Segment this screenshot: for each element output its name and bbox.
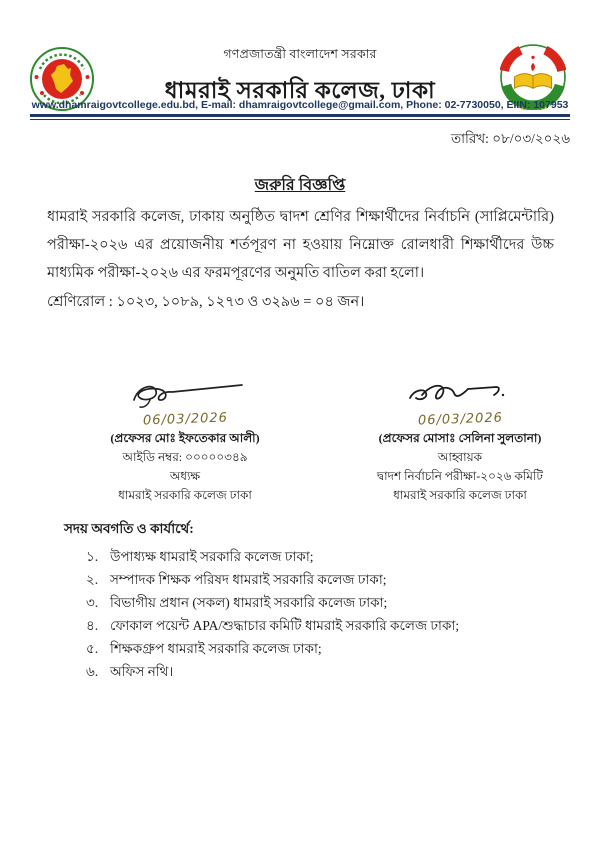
contact-line: www.dhamraigovtcollege.edu.bd, E-mail: dhamraigovtcollege@gmail.com, Phone: 02-7730050, EIIN: 107953: [31, 99, 569, 111]
convener-signature-icon: [400, 378, 520, 410]
convener-handwritten-date: 06/03/2026: [417, 410, 503, 429]
list-item-text: বিভাগীয় প্রধান (সকল) ধামরাই সরকারি কলেজ ঢাকা;: [110, 595, 388, 610]
principal-id: আইডি নম্বর: ০০০০০৩৪৯: [122, 450, 248, 464]
list-item: [86, 617, 459, 634]
list-item-number: ৬.: [86, 664, 99, 679]
convener-institution: ধামরাই সরকারি কলেজ ঢাকা: [393, 488, 527, 502]
list-item-text: ফোকাল পয়েন্ট APA/শুদ্ধাচার কমিটি ধামরাই সরকারি কলেজ ঢাকা;: [110, 618, 460, 633]
convener-designation: আহ্বায়ক: [437, 450, 483, 464]
list-item-text: অফিস নথি।: [110, 664, 174, 679]
list-item: [86, 663, 459, 680]
signature-block-convener: [342, 378, 578, 505]
list-item-number: ৪.: [86, 618, 99, 633]
list-item-text: শিক্ষকগ্রুপ ধামরাই সরকারি কলেজ ঢাকা;: [110, 641, 322, 656]
distribution-heading: সদয় অবগতি ও কার্যার্থে:: [64, 521, 194, 536]
principal-handwritten-date: 06/03/2026: [142, 410, 228, 429]
convener-committee: দ্বাদশ নির্বাচনি পরীক্ষা-২০২৬ কমিটি: [377, 469, 543, 483]
list-item-text: উপাধ্যক্ষ ধামরাই সরকারি কলেজ ঢাকা;: [110, 549, 314, 564]
signature-block-principal: [62, 378, 308, 505]
notice-title: জরুরি বিজ্ঞপ্তি: [254, 177, 346, 194]
convener-name: (প্রফেসর মোসাঃ সেলিনা সুলতানা): [378, 431, 542, 445]
principal-institution: ধামরাই সরকারি কলেজ ঢাকা: [118, 488, 252, 502]
roll-numbers-line: শ্রেণিরোল : ১০২৩, ১০৮৯, ১২৭৩ ও ৩২৯৬ = ০৪ জন।: [47, 294, 365, 310]
list-item: [86, 594, 459, 611]
header-divider: [30, 114, 570, 120]
list-item-number: ২.: [86, 572, 99, 587]
list-item: [86, 571, 459, 588]
list-item-number: ১.: [86, 549, 99, 564]
list-item: [86, 640, 459, 657]
distribution-list: [86, 548, 459, 686]
list-item-text: সম্পাদক শিক্ষক পরিষদ ধামরাই সরকারি কলেজ ঢাকা;: [110, 572, 387, 587]
notice-body: ধামরাই সরকারি কলেজ, ঢাকায় অনুষ্ঠিত দ্বাদশ শ্রেণির শিক্ষার্থীদের নির্বাচনি (সাপ্লিমেন্টারি) পরীক্ষা-২০২৬ এর প্রয়োজনীয় শর্তপূরণ না হওয়ায় নিম্নোক্ত রোলধারী শিক্ষার্থীদের উচ্চ মাধ্যমিক পরীক্ষা-২০২৬ এর ফরমপূরণের অনুমতি বাতিল করা হলো।: [47, 209, 554, 281]
list-item: [86, 548, 459, 565]
date-line: তারিখ: ০৮/০৩/২০২৬: [450, 131, 570, 146]
government-line: গণপ্রজাতন্ত্রী বাংলাদেশ সরকার: [223, 47, 377, 61]
principal-name: (প্রফেসর মোঃ ইফতেকার আলী): [110, 431, 260, 445]
list-item-number: ৫.: [86, 641, 99, 656]
list-item-number: ৩.: [86, 595, 99, 610]
college-name: ধামরাই সরকারি কলেজ, ঢাকা: [164, 78, 436, 103]
principal-designation: অধ্যক্ষ: [169, 469, 201, 483]
principal-signature-icon: [120, 378, 250, 410]
